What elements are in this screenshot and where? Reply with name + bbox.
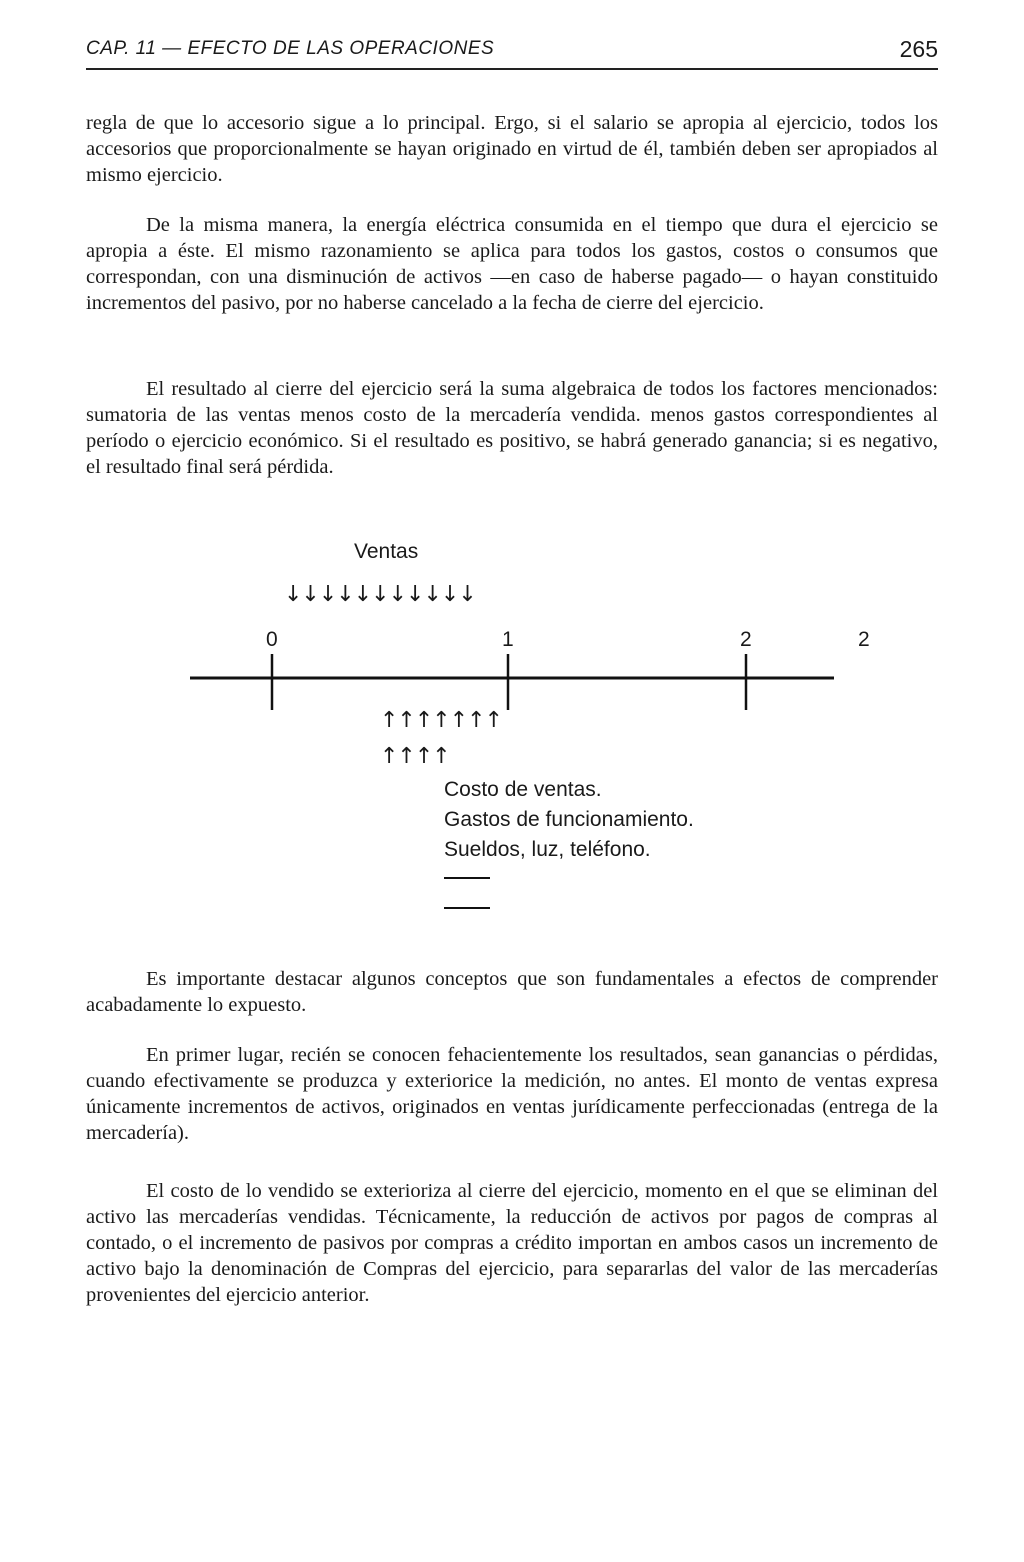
paragraph-energia: De la misma manera, la energía eléctrica consumida en el tiempo que dura el ejercicio se apropia a éste. El mismo razonamiento se aplica para todos los gastos, costos o consumos que correspondan, con una disminución de activos —en caso de haberse pagado— o hayan constituido incrementos del pasivo, por no haberse cancelado a la fecha de cierre del ejercicio. <box>86 214 938 314</box>
paragraph-importante: Es importante destacar algunos conceptos que son fundamentales a efectos de comprender acabadamente lo expuesto. <box>86 968 938 1016</box>
running-header <box>86 36 938 70</box>
tick-label-0: 0 <box>266 628 278 651</box>
chapter-title: CAP. 11 — EFECTO DE LAS OPERACIONES <box>86 38 495 59</box>
paragraph-costo-vendido: El costo de lo vendido se exterioriza al cierre del ejercicio, momento en el que se eliminan del activo las mercaderías vendidas. Técnicamente, la reducción de activos por pagos de compras al contado, o el incremento de pasivos por compras a crédito importan en ambos casos un incremento de activo bajo la denominación de Compras del ejercicio, para separarlas del valor de las mercaderías provenientes del ejercicio anterior. <box>86 1180 938 1306</box>
page-number: 265 <box>899 36 938 62</box>
paragraph-continuation: regla de que lo accesorio sigue a lo principal. Ergo, si el salario se apropia al ejercicio, todos los accesorios que proporcionalmente se hayan originado en virtud de él, también deben ser apropiados al mismo ejercicio. <box>86 112 938 186</box>
paragraph-resultado: El resultado al cierre del ejercicio será la suma algebraica de todos los factores mencionados: sumatoria de las ventas menos costo de la mercadería vendida. menos gastos correspondientes al período o ejercicio económico. Si el resultado es positivo, se habrá generado ganancia; si es negativo, el resultado final será pérdida. <box>86 378 938 478</box>
ventas-label: Ventas <box>354 540 419 563</box>
ventas-down-arrows: ↓↓↓↓↓↓↓↓↓↓↓ <box>284 582 476 607</box>
tick-label-1: 1 <box>502 628 514 651</box>
paragraph-primer-lugar: En primer lugar, recién se conocen fehacientemente los resultados, sean ganancias o pérdidas, cuando efectivamente se produzca y exteriorice la medición, no antes. El monto de ventas expresa únicamente incrementos de activos, originados en ventas jurídicamente perfeccionadas (entrega de la mercadería). <box>86 1044 938 1144</box>
cost-label-gastos: Gastos de funcionamiento. <box>444 808 694 831</box>
tick-label-2-extra: 2 <box>858 628 870 651</box>
cost-label-sueldos: Sueldos, luz, teléfono. <box>444 838 651 861</box>
cost-label-costo-ventas: Costo de ventas. <box>444 778 602 801</box>
cost-up-arrows-row2: ↑↑↑↑ <box>380 744 450 769</box>
tick-label-2: 2 <box>740 628 752 651</box>
cost-up-arrows-row1: ↑↑↑↑↑↑↑ <box>380 708 503 733</box>
timeline-lines <box>0 520 1024 940</box>
timeline-diagram <box>0 520 1024 940</box>
